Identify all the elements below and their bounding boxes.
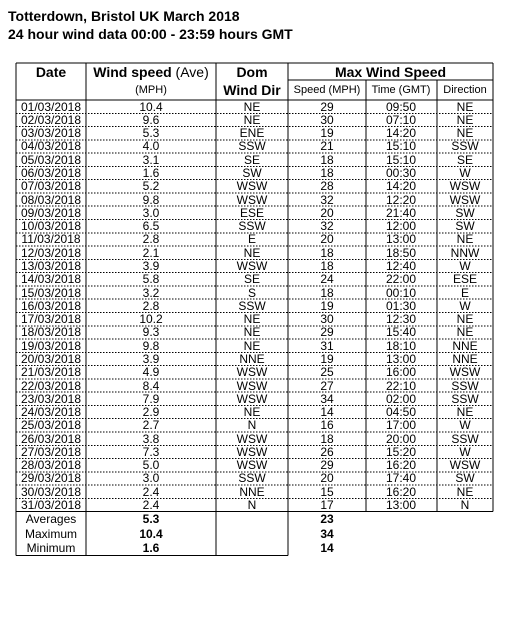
max-dir-cell: W [459, 298, 471, 313]
max-dir-cell: SW [455, 205, 475, 220]
dom-dir-cell: SSW [238, 298, 266, 313]
wind-speed-cell: 2.4 [142, 484, 160, 499]
wind-speed-cell: 5.0 [142, 458, 160, 473]
max-time-cell: 17:00 [385, 418, 417, 433]
max-speed-cell: 20 [320, 471, 334, 486]
wind-speed-cell: 3.9 [142, 259, 160, 273]
max-speed-cell: 27 [320, 378, 334, 393]
date-cell: 29/03/2018 [20, 471, 82, 486]
max-time-cell: 18:50 [385, 245, 417, 260]
header-max-time: Time (GMT) [371, 84, 431, 96]
max-time-cell: 15:20 [385, 444, 417, 459]
max-dir-cell: NNE [452, 338, 478, 353]
max-time-cell: 14:20 [385, 179, 417, 194]
dom-dir-cell: S [247, 285, 257, 300]
wind-speed-cell: 5.3 [142, 126, 160, 141]
dom-dir-cell: NE [243, 245, 261, 260]
max-dir-cell: W [459, 418, 471, 433]
max-speed-cell: 15 [320, 484, 334, 499]
max-time-cell: 22:00 [385, 272, 417, 287]
date-cell: 26/03/2018 [20, 431, 82, 446]
max-speed-cell: 25 [320, 365, 334, 380]
dom-dir-cell: SSW [238, 139, 266, 154]
wind-speed-cell: 5.2 [142, 179, 160, 194]
dom-dir-cell: NNE [239, 351, 265, 366]
header-date: Date [35, 64, 67, 80]
report-title: Totterdown, Bristol UK March 2018 [8, 8, 240, 24]
dom-dir-cell: WSW [236, 365, 268, 380]
max-time-cell: 01:30 [385, 298, 417, 313]
max-dir-cell: WSW [449, 458, 481, 473]
max-speed-cell: 32 [320, 192, 334, 207]
date-cell: 03/03/2018 [20, 126, 82, 141]
max-time-cell: 13:00 [385, 351, 417, 366]
max-time-cell: 18:10 [385, 338, 417, 353]
max-speed-cell: 18 [320, 285, 334, 300]
report-subtitle: 24 hour wind data 00:00 - 23:59 hours GMT [8, 26, 293, 42]
max-dir-cell: WSW [449, 365, 481, 380]
max-dir-cell: NE [456, 325, 474, 340]
dom-dir-cell: SSW [238, 219, 266, 234]
date-cell: 12/03/2018 [20, 245, 82, 260]
dom-dir-cell: WSW [236, 391, 268, 406]
wind-speed-cell: 7.9 [142, 391, 160, 406]
dom-dir-cell: NE [243, 112, 261, 127]
wind-speed-cell: 9.8 [142, 192, 160, 207]
header-max-wind-speed: Max Wind Speed [334, 64, 447, 80]
max-time-cell: 00:10 [385, 285, 417, 300]
wind-speed-cell: 9.6 [142, 112, 160, 127]
date-cell: 01/03/2018 [20, 99, 82, 114]
max-time-cell: 16:20 [385, 484, 417, 499]
dom-dir-cell: E [247, 232, 257, 247]
max-speed-cell: 18 [320, 245, 334, 260]
wind-speed-cell: 9.8 [142, 338, 160, 353]
max-speed-cell: 18 [320, 259, 334, 273]
date-cell: 27/03/2018 [20, 444, 82, 459]
max-dir-cell: E [460, 285, 470, 300]
dom-dir-cell: N [247, 418, 257, 433]
max-dir-cell: W [459, 166, 471, 181]
max-time-cell: 20:00 [385, 431, 417, 446]
wind-speed-cell: 3.0 [142, 205, 160, 220]
wind-speed-cell: 3.2 [142, 285, 160, 300]
max-time-cell: 13:00 [385, 498, 417, 513]
wind-speed-cell: 2.7 [142, 418, 160, 433]
max-dir-cell: N [460, 498, 470, 513]
max-dir-cell: NNE [452, 351, 478, 366]
date-cell: 20/03/2018 [20, 351, 82, 366]
max-speed-cell: 18 [320, 166, 334, 181]
date-cell: 30/03/2018 [20, 484, 82, 499]
max-dir-cell: W [459, 259, 471, 273]
wind-speed-cell: 2.1 [142, 245, 160, 260]
dom-dir-cell: NE [243, 405, 261, 420]
max-dir-cell: NNW [450, 245, 480, 260]
max-speed-cell: 30 [320, 112, 334, 127]
max-time-cell: 12:40 [385, 259, 417, 273]
max-dir-cell: NE [456, 405, 474, 420]
wind-speed-cell: 7.3 [142, 444, 160, 459]
dom-dir-cell: NE [243, 325, 261, 340]
date-cell: 21/03/2018 [20, 365, 82, 380]
dom-dir-cell: WSW [236, 179, 268, 194]
summary-label: Maximum [24, 526, 78, 541]
max-speed-cell: 29 [320, 325, 334, 340]
max-speed-cell: 31 [320, 338, 334, 353]
date-cell: 22/03/2018 [20, 378, 82, 393]
header-wind-speed [93, 65, 209, 79]
date-cell: 14/03/2018 [20, 272, 82, 287]
date-cell: 15/03/2018 [20, 285, 82, 300]
wind-speed-cell: 4.0 [142, 139, 160, 154]
dom-dir-cell: ENE [239, 126, 265, 141]
wind-speed-cell: 1.6 [142, 166, 160, 181]
max-speed-cell: 14 [320, 405, 334, 420]
max-dir-cell: SSW [451, 391, 479, 406]
wind-speed-cell: 3.0 [142, 471, 160, 486]
dom-dir-cell: NE [243, 338, 261, 353]
max-dir-cell: WSW [449, 179, 481, 194]
dom-dir-cell: WSW [236, 431, 268, 446]
summary-label: Minimum [26, 541, 76, 556]
date-cell: 02/03/2018 [20, 112, 82, 127]
max-speed-cell: 29 [320, 99, 334, 114]
dom-dir-cell: NE [243, 99, 261, 114]
max-speed-cell: 24 [320, 272, 334, 287]
max-speed-cell: 30 [320, 312, 334, 327]
max-time-cell: 02:00 [385, 391, 417, 406]
max-time-cell: 15:10 [385, 152, 417, 167]
max-dir-cell: NE [456, 112, 474, 127]
header-wind-speed-qualifier: (Ave) [171, 64, 209, 80]
date-cell: 24/03/2018 [20, 405, 82, 420]
max-speed-cell: 20 [320, 205, 334, 220]
header-max-speed: Speed (MPH) [293, 84, 361, 96]
date-cell: 19/03/2018 [20, 338, 82, 353]
max-speed-cell: 16 [320, 418, 334, 433]
max-dir-cell: SSW [451, 378, 479, 393]
dom-dir-cell: N [247, 498, 257, 513]
wind-speed-cell: 6.5 [142, 219, 160, 234]
max-time-cell: 07:10 [385, 112, 417, 127]
max-dir-cell: NE [456, 484, 474, 499]
wind-speed-cell: 2.9 [142, 405, 160, 420]
dom-dir-cell: SE [243, 152, 261, 167]
max-dir-cell: SW [455, 219, 475, 234]
summary-wind-speed: 10.4 [139, 526, 163, 541]
header-wind-unit: (MPH) [135, 84, 167, 96]
wind-speed-cell: 9.3 [142, 325, 160, 340]
date-cell: 28/03/2018 [20, 458, 82, 473]
max-time-cell: 13:00 [385, 232, 417, 247]
max-speed-cell: 21 [320, 139, 334, 154]
wind-speed-cell: 5.8 [142, 272, 160, 287]
wind-speed-cell: 10.2 [139, 312, 163, 327]
max-time-cell: 15:10 [385, 139, 417, 154]
dom-dir-cell: SSW [238, 471, 266, 486]
max-time-cell: 12:00 [385, 219, 417, 234]
max-dir-cell: SSW [451, 431, 479, 446]
max-time-cell: 14:20 [385, 126, 417, 141]
max-dir-cell: NE [456, 312, 474, 327]
max-dir-cell: WSW [449, 192, 481, 207]
date-cell: 18/03/2018 [20, 325, 82, 340]
date-cell: 23/03/2018 [20, 391, 82, 406]
max-time-cell: 12:30 [385, 312, 417, 327]
max-dir-cell: SE [456, 152, 474, 167]
dom-dir-cell: WSW [236, 259, 268, 273]
max-time-cell: 04:50 [385, 405, 417, 420]
max-speed-cell: 17 [320, 498, 334, 513]
dom-dir-cell: NNE [239, 484, 265, 499]
dom-dir-cell: ESE [239, 205, 265, 220]
max-dir-cell: ESE [452, 272, 478, 287]
max-time-cell: 16:00 [385, 365, 417, 380]
dom-dir-cell: SW [242, 166, 262, 181]
max-time-cell: 22:10 [385, 378, 417, 393]
summary-max-speed: 14 [320, 541, 334, 556]
max-time-cell: 00:30 [385, 166, 417, 181]
summary-wind-speed: 1.6 [142, 541, 160, 556]
wind-speed-cell: 2.8 [142, 232, 160, 247]
max-speed-cell: 29 [320, 458, 334, 473]
max-speed-cell: 19 [320, 126, 334, 141]
max-time-cell: 15:40 [385, 325, 417, 340]
max-dir-cell: SSW [451, 139, 479, 154]
date-cell: 07/03/2018 [20, 179, 82, 194]
dom-dir-cell: SE [243, 272, 261, 287]
max-speed-cell: 28 [320, 179, 334, 194]
dom-dir-cell: NE [243, 312, 261, 327]
max-speed-cell: 20 [320, 232, 334, 247]
dom-dir-cell: WSW [236, 458, 268, 473]
max-speed-cell: 34 [320, 391, 334, 406]
date-cell: 13/03/2018 [20, 259, 82, 273]
date-cell: 11/03/2018 [21, 232, 81, 247]
max-speed-cell: 32 [320, 219, 334, 234]
max-time-cell: 12:20 [385, 192, 417, 207]
max-speed-cell: 18 [320, 431, 334, 446]
date-cell: 06/03/2018 [20, 166, 82, 181]
header-max-direction: Direction [443, 84, 487, 96]
dom-dir-cell: WSW [236, 192, 268, 207]
max-dir-cell: NE [456, 232, 474, 247]
wind-speed-cell: 10.4 [139, 99, 163, 114]
dom-dir-cell: WSW [236, 378, 268, 393]
wind-speed-cell: 3.9 [142, 351, 160, 366]
date-cell: 25/03/2018 [20, 418, 82, 433]
header-wind-speed-label: Wind speed [93, 64, 172, 80]
header-dom: Dom [236, 64, 268, 80]
date-cell: 16/03/2018 [20, 298, 82, 313]
max-dir-cell: SW [455, 471, 475, 486]
max-speed-cell: 18 [320, 152, 334, 167]
date-cell: 05/03/2018 [20, 152, 82, 167]
date-cell: 09/03/2018 [20, 205, 82, 220]
max-time-cell: 16:20 [385, 458, 417, 473]
max-dir-cell: W [459, 444, 471, 459]
max-time-cell: 09:50 [385, 99, 417, 114]
date-cell: 17/03/2018 [20, 312, 82, 327]
summary-label: Averages [25, 511, 77, 526]
wind-speed-cell: 3.8 [142, 431, 160, 446]
date-cell: 04/03/2018 [20, 139, 82, 154]
wind-speed-cell: 8.4 [142, 378, 160, 393]
dom-dir-cell: WSW [236, 444, 268, 459]
max-dir-cell: NE [456, 99, 474, 114]
max-dir-cell: NE [456, 126, 474, 141]
max-speed-cell: 19 [320, 351, 334, 366]
wind-speed-cell: 2.4 [142, 498, 160, 513]
summary-wind-speed: 5.3 [142, 511, 160, 526]
max-speed-cell: 26 [320, 444, 334, 459]
max-time-cell: 17:40 [385, 471, 417, 486]
header-dom-wind-dir: Wind Dir [223, 82, 281, 98]
date-cell: 08/03/2018 [20, 192, 82, 207]
wind-speed-cell: 2.8 [142, 298, 160, 313]
max-speed-cell: 19 [320, 298, 334, 313]
wind-speed-cell: 4.9 [142, 365, 160, 380]
summary-max-speed: 34 [320, 526, 334, 541]
summary-max-speed: 23 [320, 511, 334, 526]
date-cell: 10/03/2018 [20, 219, 82, 234]
wind-speed-cell: 3.1 [142, 152, 160, 167]
date-cell: 31/03/2018 [20, 498, 82, 513]
max-time-cell: 21:40 [385, 205, 417, 220]
